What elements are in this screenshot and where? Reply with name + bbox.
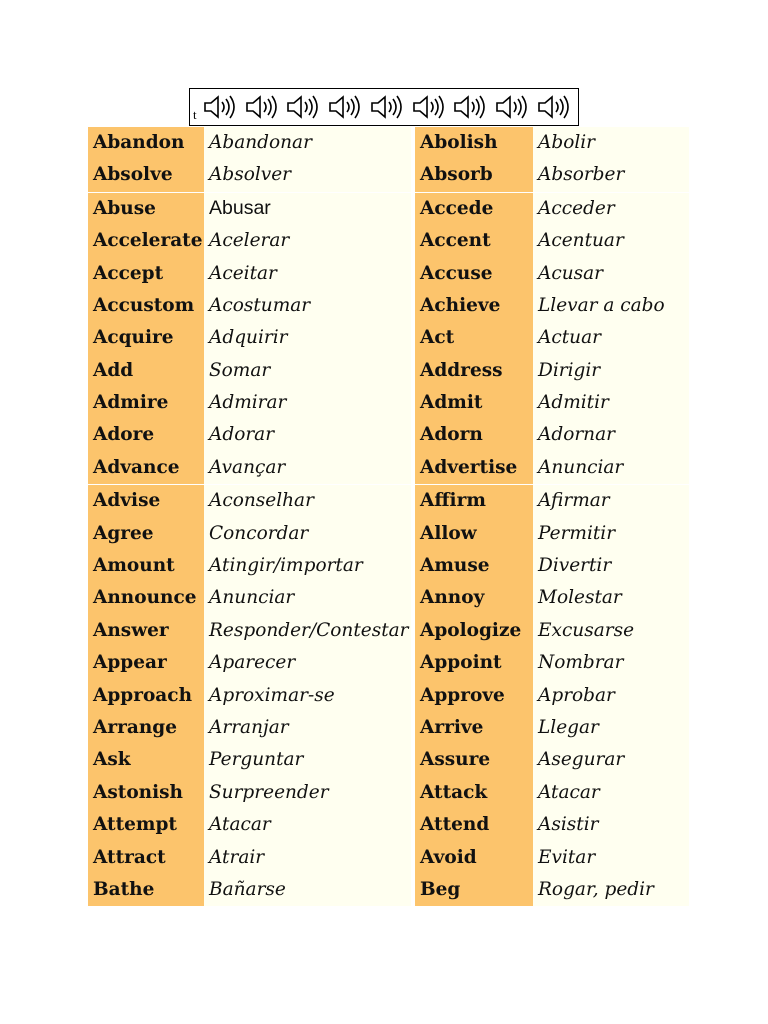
english-word: Attend	[415, 809, 533, 841]
speaker-icon[interactable]	[243, 92, 281, 122]
english-word: Appoint	[415, 647, 533, 679]
portuguese-translation: Atingir/importar	[204, 550, 411, 582]
portuguese-translation: Acelerar	[204, 225, 411, 257]
english-word: Attract	[88, 842, 204, 874]
english-word: Admit	[415, 387, 533, 419]
english-word: Absorb	[415, 159, 533, 192]
spanish-translation: Evitar	[533, 842, 689, 874]
english-word: Add	[88, 355, 204, 387]
english-word: Accustom	[88, 290, 204, 322]
speaker-icon[interactable]	[201, 92, 239, 122]
table-row	[88, 712, 689, 744]
english-word: Absolve	[88, 159, 204, 192]
table-row	[88, 809, 689, 841]
portuguese-translation: Abandonar	[204, 127, 411, 159]
spanish-translation: Llevar a cabo	[533, 290, 689, 322]
english-word: Attempt	[88, 809, 204, 841]
english-word: Amount	[88, 550, 204, 582]
portuguese-translation: Avançar	[204, 452, 411, 485]
table-row	[88, 842, 689, 874]
table-row	[88, 159, 689, 192]
spanish-translation: Admitir	[533, 387, 689, 419]
english-word: Adorn	[415, 420, 533, 452]
portuguese-translation: Bañarse	[204, 874, 411, 906]
portuguese-translation: Atrair	[204, 842, 411, 874]
english-word: Approve	[415, 680, 533, 712]
spanish-translation: Permitir	[533, 518, 689, 550]
speaker-icon[interactable]	[284, 92, 322, 122]
speaker-icon[interactable]	[410, 92, 448, 122]
spanish-translation: Actuar	[533, 322, 689, 354]
spanish-translation: Nombrar	[533, 647, 689, 679]
portuguese-translation: Anunciar	[204, 582, 411, 614]
speaker-icon[interactable]	[535, 92, 573, 122]
english-word: Attack	[415, 777, 533, 809]
english-word: Accuse	[415, 258, 533, 290]
english-word: Assure	[415, 744, 533, 776]
table-row	[88, 518, 689, 550]
english-word: Abuse	[88, 192, 204, 225]
portuguese-translation: Responder/Contestar	[204, 615, 411, 647]
table-row	[88, 744, 689, 776]
spanish-translation: Acentuar	[533, 225, 689, 257]
spanish-translation: Molestar	[533, 582, 689, 614]
table-row	[88, 225, 689, 257]
english-word: Abandon	[88, 127, 204, 159]
table-row	[88, 127, 689, 159]
english-word: Bathe	[88, 874, 204, 906]
audio-toolbar	[189, 88, 579, 126]
table-row	[88, 290, 689, 322]
english-word: Appear	[88, 647, 204, 679]
english-word: Abolish	[415, 127, 533, 159]
portuguese-translation: Surpreender	[204, 777, 411, 809]
english-word: Adore	[88, 420, 204, 452]
english-word: Ask	[88, 744, 204, 776]
english-word: Achieve	[415, 290, 533, 322]
english-word: Arrange	[88, 712, 204, 744]
table-row	[88, 582, 689, 614]
spanish-translation: Asistir	[533, 809, 689, 841]
table-row	[88, 452, 689, 485]
portuguese-translation: Aproximar-se	[204, 680, 411, 712]
english-word: Act	[415, 322, 533, 354]
spanish-translation: Anunciar	[533, 452, 689, 485]
spanish-translation: Excusarse	[533, 615, 689, 647]
english-word: Accent	[415, 225, 533, 257]
spanish-translation: Adornar	[533, 420, 689, 452]
table-row	[88, 322, 689, 354]
spanish-translation: Atacar	[533, 777, 689, 809]
spanish-translation: Llegar	[533, 712, 689, 744]
table-row	[88, 615, 689, 647]
portuguese-translation: Arranjar	[204, 712, 411, 744]
spanish-translation: Rogar, pedir	[533, 874, 689, 906]
spanish-translation: Asegurar	[533, 744, 689, 776]
portuguese-translation: Adorar	[204, 420, 411, 452]
spanish-translation: Aprobar	[533, 680, 689, 712]
english-word: Answer	[88, 615, 204, 647]
spanish-translation: Divertir	[533, 550, 689, 582]
english-word: Avoid	[415, 842, 533, 874]
english-word: Accept	[88, 258, 204, 290]
toolbar-prefix: t	[193, 107, 197, 122]
speaker-icon[interactable]	[368, 92, 406, 122]
table-row	[88, 874, 689, 906]
portuguese-translation: Adquirir	[204, 322, 411, 354]
spanish-translation: Absorber	[533, 159, 689, 192]
portuguese-translation: Aparecer	[204, 647, 411, 679]
english-word: Arrive	[415, 712, 533, 744]
table-row	[88, 192, 689, 225]
spanish-translation: Dirigir	[533, 355, 689, 387]
english-word: Annoy	[415, 582, 533, 614]
english-word: Agree	[88, 518, 204, 550]
portuguese-translation: Admirar	[204, 387, 411, 419]
speaker-icon[interactable]	[493, 92, 531, 122]
table-row	[88, 420, 689, 452]
table-row	[88, 355, 689, 387]
table-row	[88, 647, 689, 679]
english-word: Advance	[88, 452, 204, 485]
english-word: Admire	[88, 387, 204, 419]
portuguese-translation: Perguntar	[204, 744, 411, 776]
portuguese-translation: Acostumar	[204, 290, 411, 322]
portuguese-translation: Absolver	[204, 159, 411, 192]
table-row	[88, 680, 689, 712]
english-word: Apologize	[415, 615, 533, 647]
english-word: Amuse	[415, 550, 533, 582]
spanish-translation: Afirmar	[533, 485, 689, 518]
portuguese-translation: Aconselhar	[204, 485, 411, 518]
table-row	[88, 777, 689, 809]
english-word: Accelerate	[88, 225, 204, 257]
table-row	[88, 387, 689, 419]
english-word: Advertise	[415, 452, 533, 485]
spanish-translation: Acusar	[533, 258, 689, 290]
spanish-translation: Abolir	[533, 127, 689, 159]
portuguese-translation: Somar	[204, 355, 411, 387]
english-word: Advise	[88, 485, 204, 518]
english-word: Astonish	[88, 777, 204, 809]
english-word: Announce	[88, 582, 204, 614]
english-word: Beg	[415, 874, 533, 906]
portuguese-translation: Abusar	[204, 192, 411, 225]
table-row	[88, 485, 689, 518]
speaker-icon[interactable]	[451, 92, 489, 122]
english-word: Approach	[88, 680, 204, 712]
portuguese-translation: Concordar	[204, 518, 411, 550]
spanish-translation: Acceder	[533, 192, 689, 225]
english-word: Acquire	[88, 322, 204, 354]
english-word: Affirm	[415, 485, 533, 518]
vocabulary-table	[88, 127, 689, 906]
english-word: Accede	[415, 192, 533, 225]
speaker-icon[interactable]	[326, 92, 364, 122]
table-row	[88, 550, 689, 582]
english-word: Allow	[415, 518, 533, 550]
portuguese-translation: Aceitar	[204, 258, 411, 290]
english-word: Address	[415, 355, 533, 387]
table-row	[88, 258, 689, 290]
portuguese-translation: Atacar	[204, 809, 411, 841]
